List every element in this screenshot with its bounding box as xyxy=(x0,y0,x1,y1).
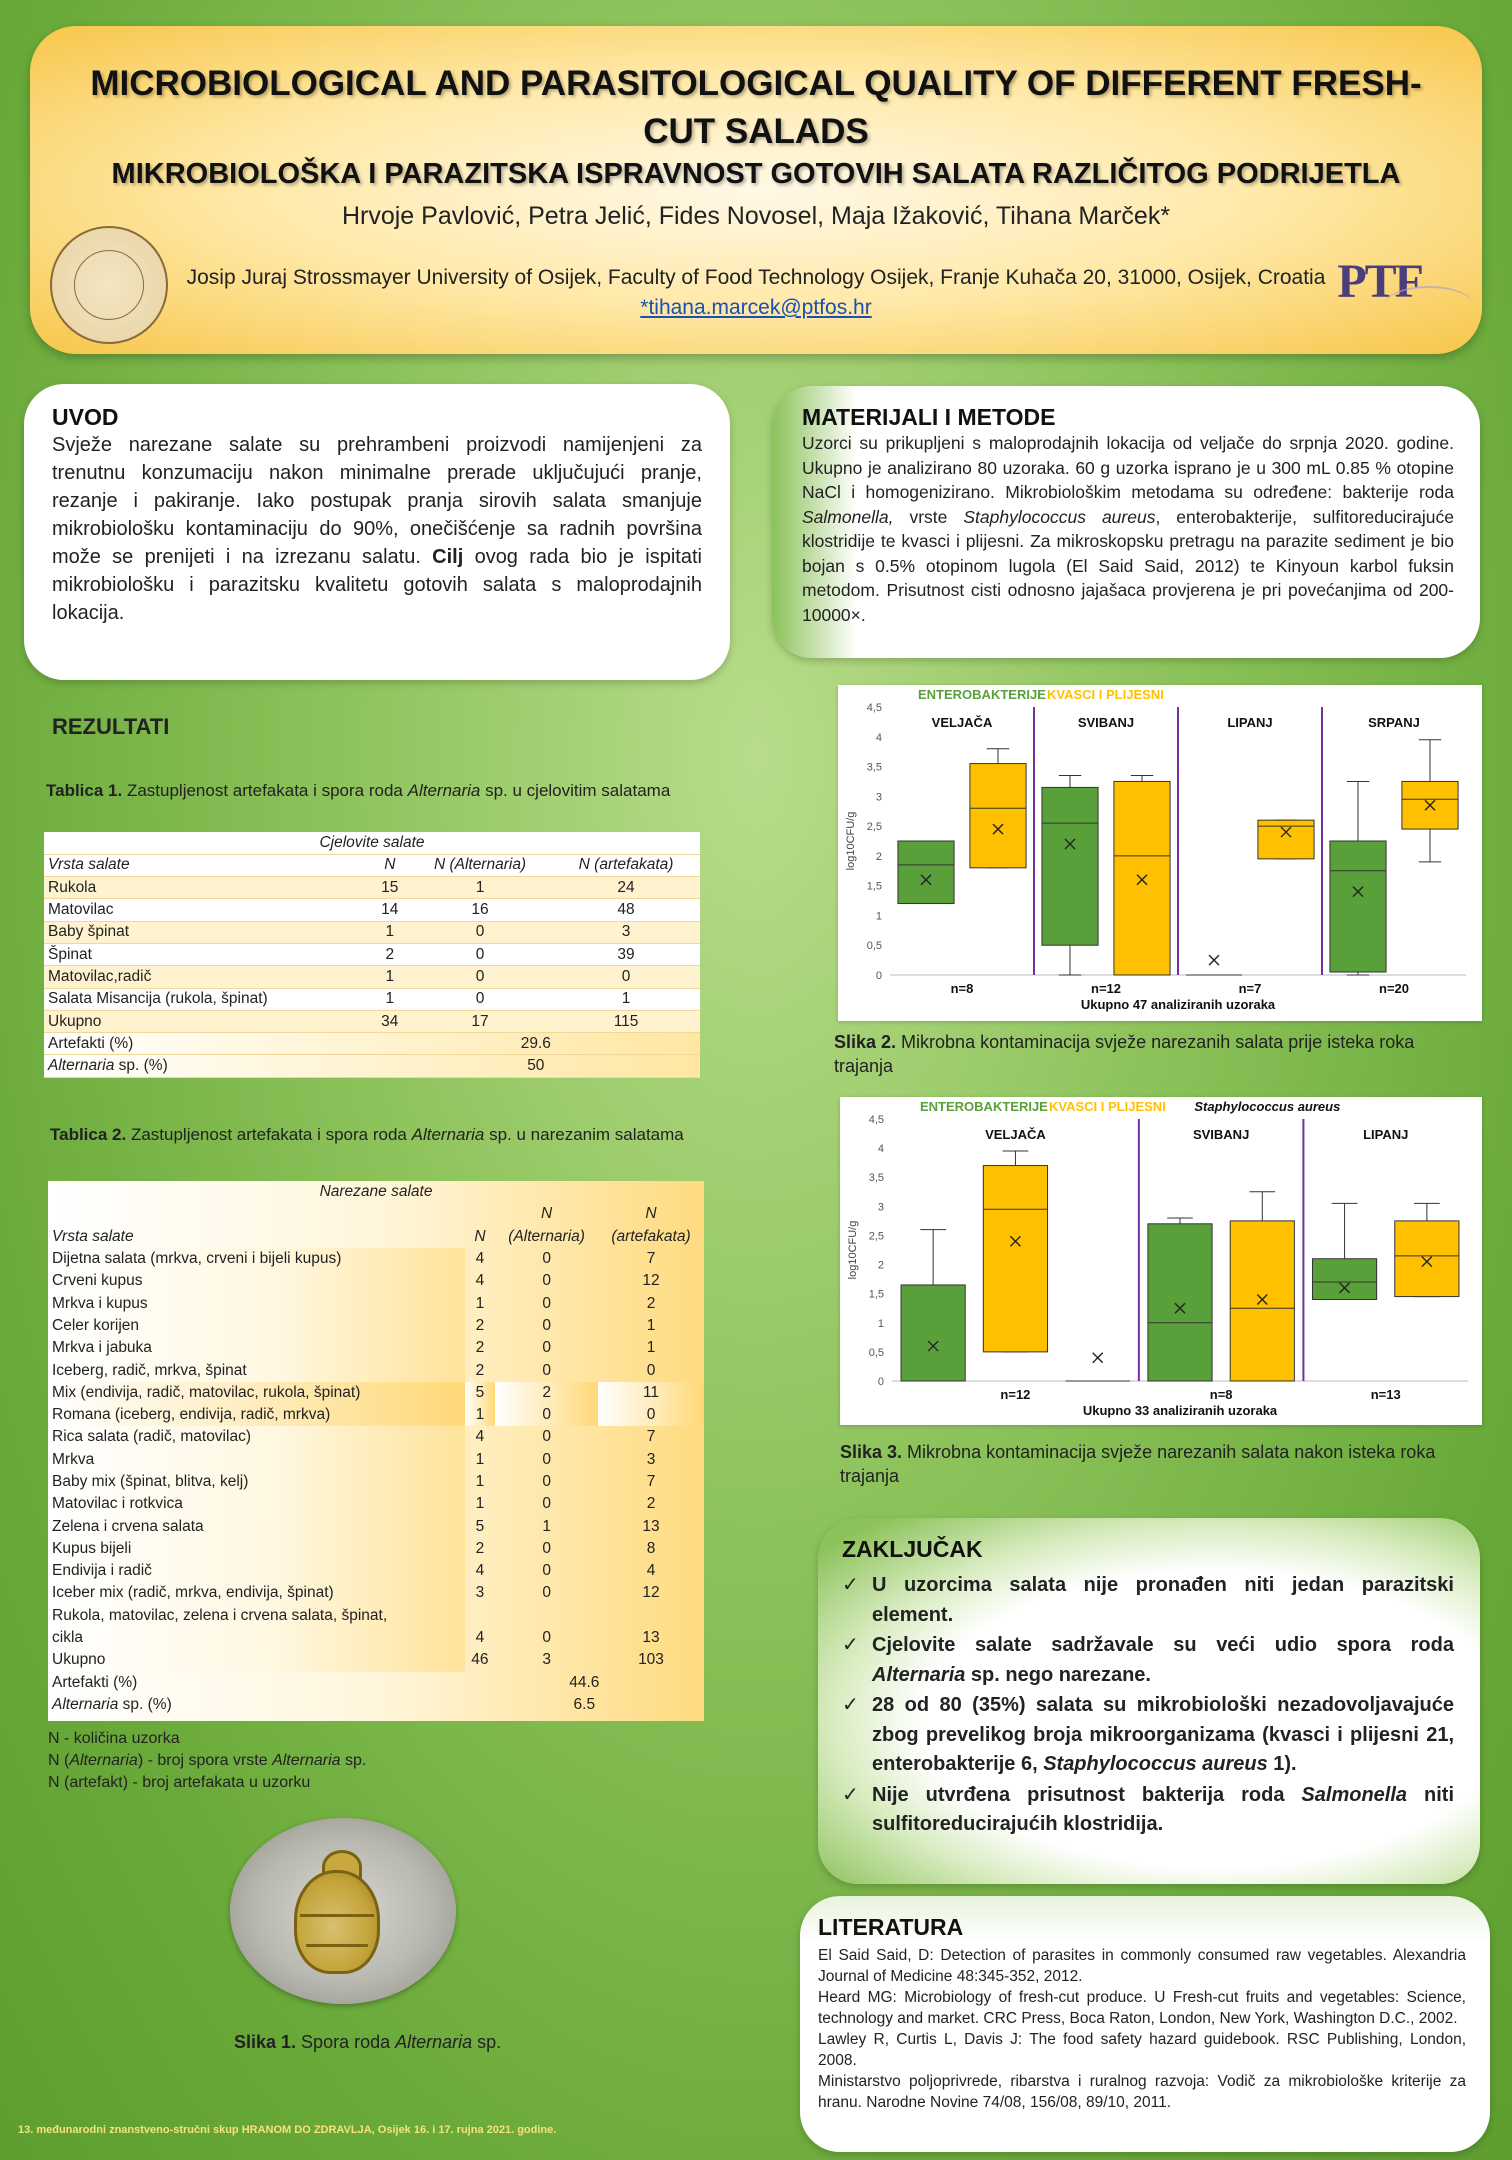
table2-alternaria-value: 6.5 xyxy=(573,1695,596,1713)
count-cell: 12 xyxy=(642,1272,660,1290)
salad-type-cell: Kupus bijeli xyxy=(48,1538,465,1560)
figure3-caption: Slika 3. Mikrobna kontaminacija svježe narezanih salata nakon isteka roka trajanja xyxy=(840,1442,1436,1486)
y-axis-label: log10CFU/g xyxy=(845,811,857,871)
boxplot-after-expiry xyxy=(840,1097,1482,1425)
salad-type-cell: Zelena i crvena salata xyxy=(48,1515,465,1537)
y-tick-label: 4,5 xyxy=(866,702,882,714)
conclusion-item: ✓ 28 od 80 (35%) salata su mikrobiološki nezadovoljavajuće zbog prevelikog broja mikroorganizama (kvasci i plijesni 21, enterobakterije 6, Staphylococcus aureus 1). xyxy=(842,1691,1454,1780)
table-row xyxy=(44,943,700,965)
group-label: SVIBANJ xyxy=(1077,715,1135,730)
count-cell: 12 xyxy=(642,1584,660,1602)
count-cell: 1 xyxy=(372,921,408,943)
count-cell: 0 xyxy=(542,1562,551,1580)
box xyxy=(1230,1221,1294,1381)
table1-alternaria-label: Alternaria sp. (%) xyxy=(44,1055,372,1077)
table1-artefakti-value: 29.6 xyxy=(372,1033,700,1055)
authors: Hrvoje Pavlović, Petra Jelić, Fides Novosel, Maja Ižaković, Tihana Marček* xyxy=(341,202,1171,230)
salad-type-cell: Mrkva xyxy=(48,1449,465,1471)
table-row xyxy=(48,1515,704,1537)
table2-header: N xyxy=(474,1227,486,1245)
salad-type-cell: Crveni kupus xyxy=(48,1270,465,1292)
count-cell: 0 xyxy=(495,1404,598,1426)
salad-type-cell: Rukola, matovilac, zelena i crvena salata, špinat, xyxy=(48,1605,465,1627)
count-cell: 1 xyxy=(552,988,700,1010)
salad-type-cell: Iceberg, radič, mrkva, špinat xyxy=(48,1359,465,1381)
salad-type-cell: Celer korijen xyxy=(48,1315,465,1337)
y-tick-label: 1 xyxy=(877,1317,884,1330)
salad-type-cell: Ukupno xyxy=(44,1010,372,1032)
count-cell xyxy=(598,1605,704,1627)
sample-count-label: n=8 xyxy=(950,981,974,996)
contact-email-link[interactable]: *tihana.marcek@ptfos.hr xyxy=(640,296,872,319)
y-tick-label: 4 xyxy=(875,731,882,744)
conclusion-box xyxy=(818,1518,1480,1884)
count-cell: 0 xyxy=(542,1539,551,1557)
count-cell: 14 xyxy=(372,899,408,921)
count-cell: 4 xyxy=(646,1562,656,1580)
table-row xyxy=(44,877,700,899)
ptf-logo-flourish xyxy=(1384,286,1474,326)
salad-type-cell: Ukupno xyxy=(48,1649,465,1671)
box xyxy=(1148,1224,1212,1381)
y-tick-label: 4 xyxy=(877,1143,884,1156)
salad-type-cell: Špinat xyxy=(44,943,372,965)
table2-header: N xyxy=(645,1205,657,1223)
table-cut-salads xyxy=(48,1181,704,1716)
salad-type-cell: Matovilac i rotkvica xyxy=(48,1493,465,1515)
count-cell: 0 xyxy=(598,1404,704,1426)
count-cell: 1 xyxy=(475,1473,485,1490)
y-tick-label: 2,5 xyxy=(866,821,882,834)
count-cell: 2 xyxy=(475,1339,485,1357)
introduction-box xyxy=(24,384,730,680)
count-cell: 3 xyxy=(542,1651,551,1669)
sample-count-label: n=20 xyxy=(1379,981,1409,996)
table-row xyxy=(48,1270,704,1292)
note-alternaria: N (Alternaria) - broj spora vrste Alternaria sp. xyxy=(48,1752,367,1769)
count-cell: 3 xyxy=(552,921,700,943)
count-cell: 1 xyxy=(465,1404,496,1426)
count-cell: 0 xyxy=(552,966,700,988)
legend-entry: ENTEROBAKTERIJE xyxy=(920,1099,1048,1114)
legend-entry: Staphylococcus aureus xyxy=(1194,1099,1341,1114)
table-row xyxy=(48,1471,704,1493)
chart-before-expiry xyxy=(838,685,1482,1021)
y-tick-label: 2 xyxy=(875,850,882,863)
group-label: LIPANJ xyxy=(1227,715,1273,730)
count-cell: 7 xyxy=(646,1250,656,1268)
count-cell: 13 xyxy=(642,1517,660,1535)
table-row xyxy=(44,899,700,921)
count-cell: 1 xyxy=(372,988,408,1010)
table-row xyxy=(48,1538,704,1560)
methods-box xyxy=(772,386,1480,658)
count-cell xyxy=(495,1605,598,1627)
box xyxy=(1330,841,1386,972)
legend-entry: KVASCI I PLIJESNI xyxy=(1047,687,1164,702)
salad-type-cell: Dijetna salata (mrkva, crveni i bijeli kupus) xyxy=(48,1248,465,1270)
conclusion-item: ✓ U uzorcima salata nije pronađen niti jedan parazitski element. xyxy=(842,1571,1454,1630)
poster-header xyxy=(30,26,1482,354)
count-cell: 4 xyxy=(475,1562,485,1580)
count-cell: 46 xyxy=(471,1651,489,1669)
total-samples-label: Ukupno 33 analiziranih uzoraka xyxy=(1082,1403,1278,1418)
y-axis-label: log10CFU/g xyxy=(847,1220,859,1280)
note-artefakt: N (artefakt) - broj artefakata u uzorku xyxy=(48,1774,311,1791)
count-cell: 0 xyxy=(542,1473,551,1490)
table2-header: Vrsta salate xyxy=(52,1227,134,1245)
conclusion-item: ✓ Nije utvrđena prisutnost bakterija roda Salmonella niti sulfitoreducirajućih klostridija. xyxy=(842,1781,1454,1840)
table-row xyxy=(48,1493,704,1515)
mean-marker xyxy=(1209,955,1219,965)
table-row xyxy=(48,1627,704,1649)
count-cell: 17 xyxy=(408,1010,552,1032)
sample-count-label: n=12 xyxy=(1000,1387,1031,1402)
methods-title: MATERIJALI I METODE xyxy=(802,404,1056,430)
salad-type-cell: Mix (endivija, radič, matovilac, rukola, špinat) xyxy=(48,1382,465,1404)
count-cell: 24 xyxy=(552,877,700,899)
mean-marker xyxy=(1093,1353,1103,1363)
table-row xyxy=(48,1315,704,1337)
table-row xyxy=(44,1010,700,1032)
table2-header: N xyxy=(541,1205,553,1223)
table-notes xyxy=(48,1728,366,1794)
table-row xyxy=(48,1560,704,1582)
y-tick-label: 3,5 xyxy=(866,761,882,774)
box xyxy=(1395,1221,1459,1297)
table-row xyxy=(48,1426,704,1448)
table-row xyxy=(48,1404,704,1426)
count-cell: 13 xyxy=(642,1629,660,1647)
y-tick-label: 1,5 xyxy=(866,880,882,893)
methods-text: Uzorci su prikupljeni s maloprodajnih lokacija od veljače do srpnja 2020. godine. Ukupno je analizirano 80 uzoraka. 60 g uzorka isprano je u 300 mL 0.85 % otopine NaCl i homogenizirano. Mikrobiološkim metodama su određene: bakterije roda Salmonella, vrste Staphylococcus aureus, enterobakterije, sulfitoreducirajuće klostridije te kvasci i plijesni. Za mikroskopsku pretragu na parazite sediment je bio bojan s 0.5% otopinom lugola (El Said Said, 2012) te Kinyoun karbol fuksin metodom. Prisutnost cisti odnosno jajašaca provjerena je pri povećanjima od 200-10000×. xyxy=(802,433,1454,625)
table1-alternaria-value: 50 xyxy=(372,1055,700,1077)
title-english: MICROBIOLOGICAL AND PARASITOLOGICAL QUALITY OF DIFFERENT FRESH-CUT SALADS xyxy=(90,64,1422,151)
chart-after-expiry xyxy=(840,1097,1482,1425)
table-whole-salads xyxy=(44,832,700,1078)
y-tick-label: 1,5 xyxy=(868,1288,884,1301)
count-cell: 0 xyxy=(408,966,552,988)
table1-header: Vrsta salate xyxy=(44,854,372,876)
reference-item: Ministarstvo poljoprivrede, ribarstva i ruralnog razvoja: Vodič za mikrobiološke kriterije za hranu. Narodne Novine 74/08, 156/08, 89/10, 2011. xyxy=(818,2073,1466,2111)
y-tick-label: 4,5 xyxy=(868,1114,884,1126)
table-row xyxy=(48,1292,704,1314)
total-samples-label: Ukupno 47 analiziranih uzoraka xyxy=(1080,997,1276,1012)
reference-item: Lawley R, Curtis L, Davis J: The food safety hazard guidebook. RSC Publishing, London, 2008. xyxy=(818,2031,1466,2069)
salad-type-cell: Iceber mix (radič, mrkva, endivija, špinat) xyxy=(48,1582,465,1604)
count-cell: 4 xyxy=(475,1428,485,1446)
conclusion-title: ZAKLJUČAK xyxy=(842,1536,983,1562)
checkmark-icon: ✓ xyxy=(842,1783,859,1806)
count-cell: 2 xyxy=(646,1495,656,1513)
table2-header: (artefakata) xyxy=(611,1227,691,1245)
y-tick-label: 2 xyxy=(877,1259,884,1272)
count-cell: 0 xyxy=(542,1450,551,1468)
box xyxy=(983,1166,1047,1352)
table1-group-label: Cjelovite salate xyxy=(44,832,700,854)
affiliation: Josip Juraj Strossmayer University of Osijek, Faculty of Food Technology Osijek, Franje Kuhača 20, 31000, Osijek, Croatia xyxy=(186,266,1326,289)
conclusion-list xyxy=(842,1571,1454,1840)
sample-count-label: n=13 xyxy=(1370,1387,1401,1402)
table2-artefakti-label: Artefakti (%) xyxy=(52,1673,138,1691)
table2-alternaria-label: Alternaria sp. (%) xyxy=(52,1695,172,1713)
box xyxy=(898,841,954,904)
table-row xyxy=(44,921,700,943)
count-cell: 1 xyxy=(646,1339,656,1357)
count-cell: 16 xyxy=(408,899,552,921)
table1-caption: Tablica 1. Zastupljenost artefakata i spora roda Alternaria sp. u cjelovitim salatama xyxy=(46,781,671,800)
table2-caption: Tablica 2. Zastupljenost artefakata i spora roda Alternaria sp. u narezanim salatama xyxy=(50,1125,684,1144)
alternaria-spore-photo xyxy=(230,1818,456,2004)
count-cell: 11 xyxy=(598,1382,704,1404)
salad-type-cell: Rica salata (radič, matovilac) xyxy=(48,1426,465,1448)
figure1-caption: Slika 1. Spora roda Alternaria sp. xyxy=(234,2032,502,2052)
count-cell: 2 xyxy=(475,1539,485,1557)
table-row xyxy=(44,966,700,988)
count-cell: 0 xyxy=(408,921,552,943)
table1-header: N xyxy=(372,854,408,876)
sample-count-label: n=12 xyxy=(1091,981,1121,996)
table-row xyxy=(48,1359,704,1381)
count-cell: 2 xyxy=(475,1361,485,1379)
count-cell: 0 xyxy=(542,1339,551,1357)
reference-item: El Said Said, D: Detection of parasites in commonly consumed raw vegetables. Alexandria Journal of Medicine 48:345-352, 2012. xyxy=(818,1947,1466,1985)
count-cell: 2 xyxy=(495,1382,598,1404)
introduction-title: UVOD xyxy=(52,404,119,430)
box xyxy=(1042,787,1098,945)
count-cell: 1 xyxy=(408,877,552,899)
count-cell: 34 xyxy=(372,1010,408,1032)
count-cell: 103 xyxy=(638,1651,664,1669)
count-cell: 115 xyxy=(552,1010,700,1032)
y-tick-label: 3 xyxy=(877,1201,884,1214)
count-cell: 1 xyxy=(542,1517,551,1535)
sample-count-label: n=8 xyxy=(1209,1387,1233,1402)
count-cell: 0 xyxy=(646,1361,656,1379)
salad-type-cell: Romana (iceberg, endivija, radič, mrkva) xyxy=(48,1404,465,1426)
table-row xyxy=(48,1248,704,1270)
literature-title: LITERATURA xyxy=(818,1914,964,1940)
salad-type-cell: Rukola xyxy=(44,877,372,899)
introduction-text: Svježe narezane salate su prehrambeni proizvodi namijenjeni za trenutnu konzumaciju nakon minimalne prerade uključujući pranje, rezanje i pakiranje. Iako postupak pranja sirovih salata smanjuje mikrobiološku kontaminaciju do 90%, onečišćenje sa radnih površina može se prenijeti i na izrezanu salatu. Cilj ovog rada bio je ispitati mikrobiološku i parazitsku kvalitetu gotovih salata s maloprodajnih lokacija. xyxy=(52,434,702,624)
reference-list xyxy=(818,1945,1466,2113)
count-cell: 2 xyxy=(475,1316,485,1334)
checkmark-icon: ✓ xyxy=(842,1634,859,1656)
salad-type-cell: Mrkva i jabuka xyxy=(48,1337,465,1359)
title-croatian: MIKROBIOLOŠKA I PARAZITSKA ISPRAVNOST GOTOVIH SALATA RAZLIČITOG PODRIJETLA xyxy=(111,158,1401,190)
count-cell: 0 xyxy=(408,943,552,965)
salad-type-cell: Salata Misancija (rukola, špinat) xyxy=(44,988,372,1010)
count-cell xyxy=(465,1605,496,1627)
checkmark-icon: ✓ xyxy=(842,1574,859,1596)
table-row xyxy=(48,1649,704,1671)
y-tick-label: 0,5 xyxy=(868,1346,884,1359)
checkmark-icon: ✓ xyxy=(842,1694,859,1716)
box xyxy=(1114,781,1170,975)
count-cell: 5 xyxy=(475,1517,485,1535)
table-row xyxy=(44,988,700,1010)
group-label: VELJAČA xyxy=(931,715,993,730)
salad-type-cell: Endivija i radič xyxy=(48,1560,465,1582)
count-cell: 0 xyxy=(542,1584,551,1602)
table-row xyxy=(48,1382,704,1404)
count-cell: 3 xyxy=(475,1584,485,1602)
results-title: REZULTATI xyxy=(52,714,170,739)
count-cell: 48 xyxy=(552,899,700,921)
count-cell: 4 xyxy=(475,1250,485,1268)
table-row xyxy=(48,1605,704,1627)
count-cell: 0 xyxy=(542,1250,551,1268)
table1-header: N (artefakata) xyxy=(552,854,700,876)
count-cell: 4 xyxy=(475,1629,485,1647)
count-cell: 1 xyxy=(372,966,408,988)
table-row xyxy=(48,1337,704,1359)
y-tick-label: 3,5 xyxy=(868,1172,884,1185)
count-cell: 8 xyxy=(646,1539,656,1557)
count-cell: 7 xyxy=(646,1473,656,1490)
sample-count-label: n=7 xyxy=(1238,981,1262,996)
legend-entry: ENTEROBAKTERIJE xyxy=(918,687,1046,702)
count-cell: 0 xyxy=(542,1272,551,1290)
table2-artefakti-value: 44.6 xyxy=(569,1673,600,1691)
box xyxy=(1312,1259,1376,1300)
reference-item: Heard MG: Microbiology of fresh-cut produce. U Fresh-cut fruits and vegetables: Science, technology and market. CRC Press, Boca Raton, London, New York, Washington D.C., 2002. xyxy=(818,1989,1466,2027)
salad-type-cell: Matovilac,radič xyxy=(44,966,372,988)
salad-type-cell: Baby mix (špinat, blitva, kelj) xyxy=(48,1471,465,1493)
count-cell: 0 xyxy=(408,988,552,1010)
y-tick-label: 2,5 xyxy=(868,1230,884,1243)
table-row xyxy=(48,1449,704,1471)
count-cell: 4 xyxy=(475,1272,485,1290)
y-tick-label: 0 xyxy=(877,1376,884,1388)
count-cell: 2 xyxy=(372,943,408,965)
salad-type-cell: cikla xyxy=(48,1627,465,1649)
count-cell: 0 xyxy=(542,1428,551,1446)
table1-header: N (Alternaria) xyxy=(408,854,552,876)
ptf-logo: PTF xyxy=(1337,255,1422,308)
table-row xyxy=(48,1582,704,1604)
note-n: N - količina uzorka xyxy=(48,1730,180,1747)
y-tick-label: 0,5 xyxy=(866,940,882,953)
group-label: SRPANJ xyxy=(1368,715,1420,730)
count-cell: 15 xyxy=(372,877,408,899)
y-tick-label: 1 xyxy=(875,910,882,923)
salad-type-cell: Mrkva i kupus xyxy=(48,1292,465,1314)
salad-type-cell: Baby špinat xyxy=(44,921,372,943)
count-cell: 3 xyxy=(646,1450,656,1468)
box xyxy=(901,1285,965,1381)
figure2-caption: Slika 2. Mikrobna kontaminacija svježe narezanih salata prije isteka roka trajanja xyxy=(834,1032,1415,1076)
count-cell: 0 xyxy=(542,1294,551,1312)
count-cell: 1 xyxy=(475,1294,485,1312)
count-cell: 39 xyxy=(552,943,700,965)
count-cell: 5 xyxy=(465,1382,496,1404)
count-cell: 7 xyxy=(646,1428,656,1446)
count-cell: 1 xyxy=(475,1495,485,1513)
count-cell: 0 xyxy=(542,1629,551,1647)
count-cell: 0 xyxy=(542,1316,551,1334)
group-label: VELJAČA xyxy=(985,1127,1046,1142)
legend-entry: KVASCI I PLIJESNI xyxy=(1049,1099,1166,1114)
salad-type-cell: Matovilac xyxy=(44,899,372,921)
literature-box xyxy=(800,1896,1490,2152)
count-cell: 2 xyxy=(646,1294,656,1312)
table2-header: (Alternaria) xyxy=(508,1227,585,1245)
group-label: SVIBANJ xyxy=(1192,1127,1250,1142)
y-tick-label: 0 xyxy=(875,970,882,982)
conference-footer: 13. međunarodni znanstveno-stručni skup HRANOM DO ZDRAVLJA, Osijek 16. i 17. rujna 2021. godine. xyxy=(18,2124,557,2136)
group-label: LIPANJ xyxy=(1363,1127,1409,1142)
boxplot-before-expiry xyxy=(838,685,1482,1021)
count-cell: 0 xyxy=(542,1361,551,1379)
count-cell: 1 xyxy=(646,1316,656,1334)
box xyxy=(970,764,1026,868)
count-cell: 0 xyxy=(542,1495,551,1513)
table2-group-label: Narezane salate xyxy=(319,1183,433,1201)
count-cell: 1 xyxy=(475,1450,485,1468)
conclusion-item: ✓ Cjelovite salate sadržavale su veći udio spora roda Alternaria sp. nego narezane. xyxy=(842,1631,1454,1690)
table1-artefakti-label: Artefakti (%) xyxy=(44,1033,372,1055)
y-tick-label: 3 xyxy=(875,791,882,804)
